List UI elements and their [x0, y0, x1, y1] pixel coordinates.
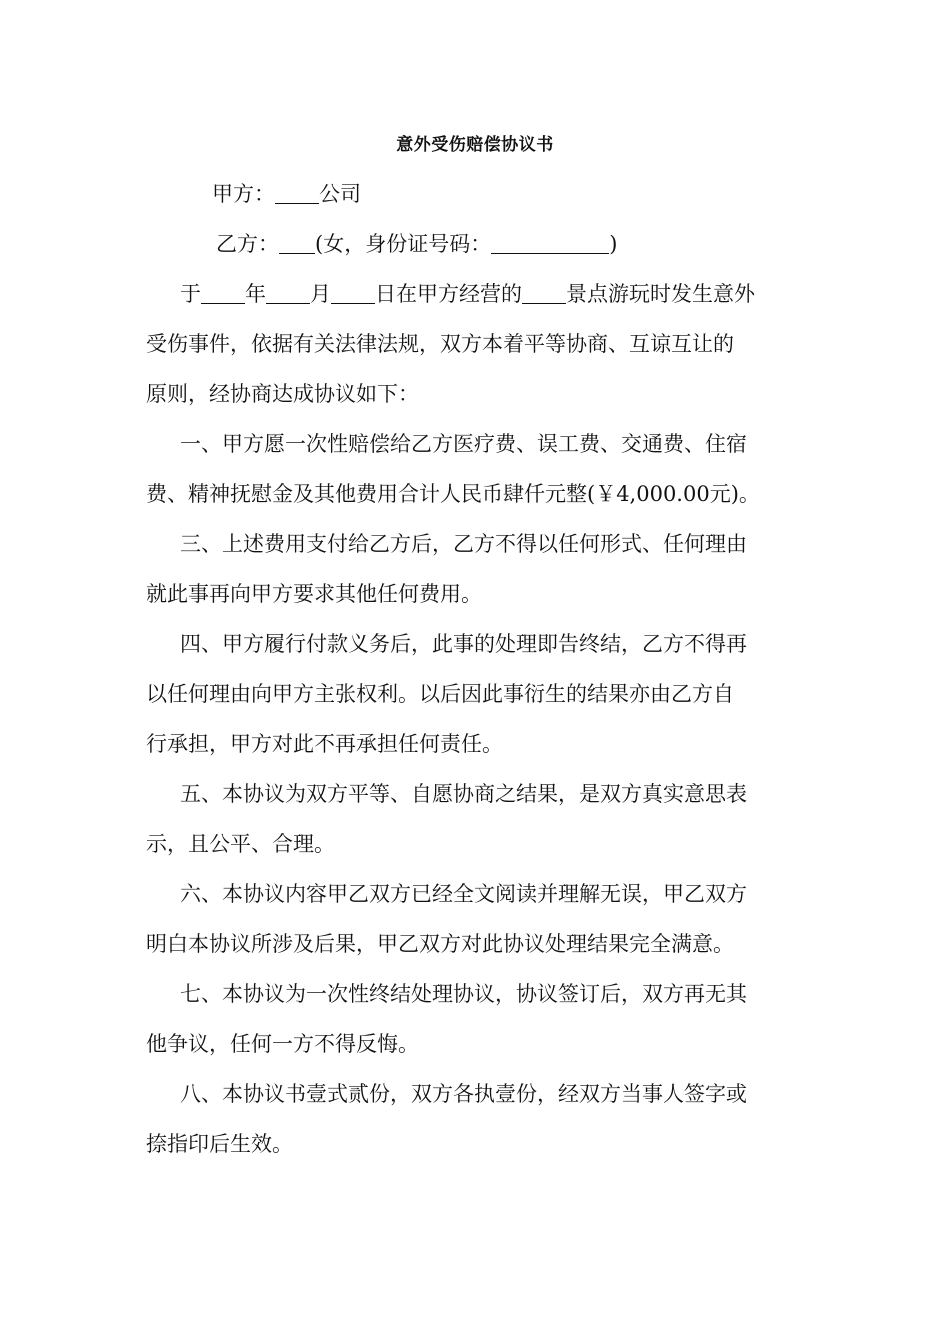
party-a-line [212, 180, 361, 208]
intro-text-day: 日在甲方经营的 [375, 282, 522, 306]
clause-4-line-3: 行承担，甲方对此不再承担任何责任。 [146, 732, 503, 756]
clause-1-line-1: 一、甲方愿一次性赔偿给乙方医疗费、误工费、交通费、住宿 [180, 432, 747, 456]
party-b-name-blank [279, 231, 315, 254]
party-a-suffix: 公司 [319, 182, 361, 206]
clause-3-line-2: 就此事再向甲方要求其他任何费用。 [146, 582, 482, 606]
clause-4-line-2: 以任何理由向甲方主张权利。以后因此事衍生的结果亦由乙方自 [146, 682, 734, 706]
clause-6-line-1: 六、本协议内容甲乙双方已经全文阅读并理解无误，甲乙双方 [180, 882, 747, 906]
intro-text-year: 年 [245, 282, 266, 306]
intro-line-1 [180, 280, 755, 308]
clause-1-line-2: 费、精神抚慰金及其他费用合计人民币肆仟元整(￥4,000.00元)。 [146, 482, 760, 506]
party-b-line [216, 230, 617, 258]
party-a-label: 甲方： [212, 182, 275, 206]
scenic-spot-blank [522, 281, 566, 304]
party-a-blank [275, 181, 319, 204]
clause-4-line-1: 四、甲方履行付款义务后，此事的处理即告终结，乙方不得再 [180, 632, 747, 656]
intro-line-3: 原则，经协商达成协议如下： [146, 382, 419, 406]
clause-5-line-1: 五、本协议为双方平等、自愿协商之结果，是双方真实意思表 [180, 782, 747, 806]
day-blank [331, 281, 375, 304]
intro-line-2: 受伤事件，依据有关法律法规，双方本着平等协商、互谅互让的 [146, 332, 734, 356]
intro-text-month: 月 [310, 282, 331, 306]
clause-8-line-2: 捺指印后生效。 [146, 1132, 293, 1156]
clause-3-line-1: 三、上述费用支付给乙方后，乙方不得以任何形式、任何理由 [180, 532, 747, 556]
clause-8-line-1: 八、本协议书壹式贰份，双方各执壹份，经双方当事人签字或 [180, 1082, 747, 1106]
party-b-close: ) [609, 232, 618, 256]
clause-7-line-2: 他争议，任何一方不得反悔。 [146, 1032, 419, 1056]
intro-text-scenic: 景点游玩时发生意外 [566, 282, 755, 306]
party-b-id-blank [491, 231, 609, 254]
year-blank [201, 281, 245, 304]
party-b-label: 乙方： [216, 232, 279, 256]
intro-text-yu: 于 [180, 282, 201, 306]
clause-7-line-1: 七、本协议为一次性终结处理协议，协议签订后，双方再无其 [180, 982, 747, 1006]
party-b-id-label: (女，身份证号码： [315, 232, 492, 256]
clause-6-line-2: 明白本协议所涉及后果，甲乙双方对此协议处理结果完全满意。 [146, 932, 734, 956]
clause-5-line-2: 示，且公平、合理。 [146, 832, 335, 856]
document-title: 意外受伤赔偿协议书 [396, 135, 554, 155]
month-blank [266, 281, 310, 304]
